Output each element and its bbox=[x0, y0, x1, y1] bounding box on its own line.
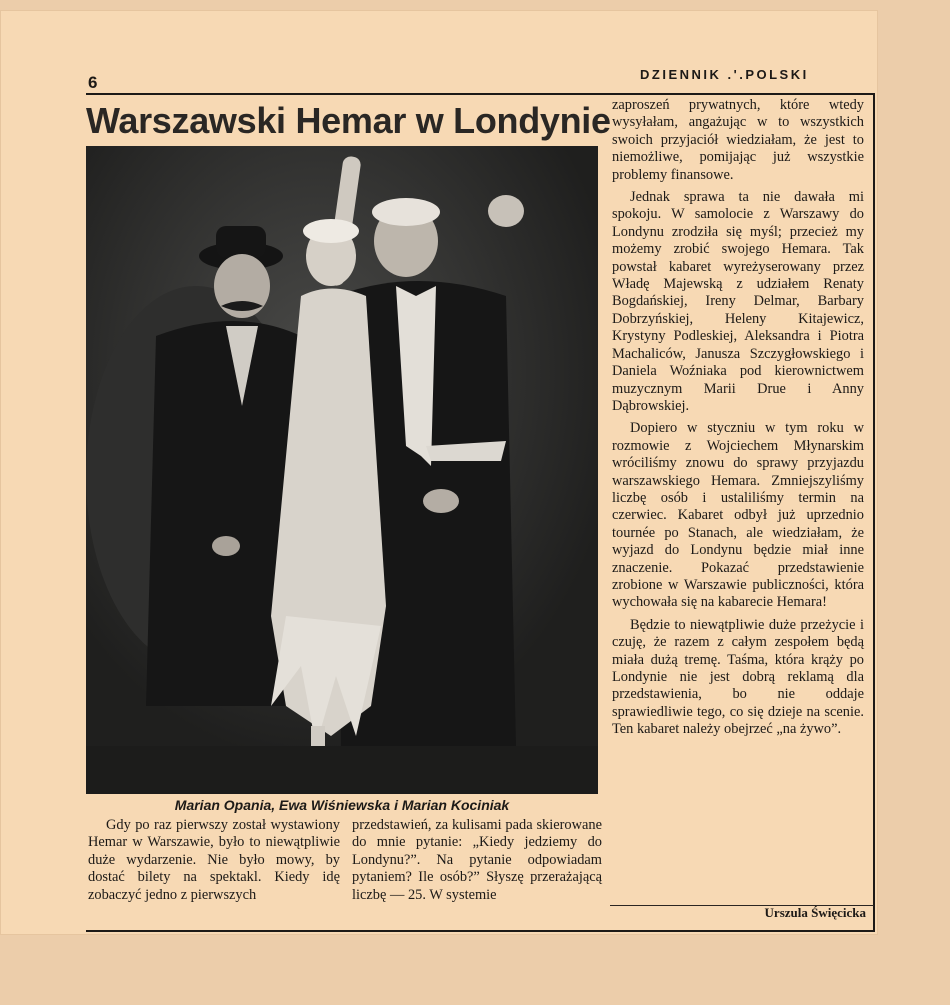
article-headline: Warszawski Hemar w Londynie bbox=[86, 100, 611, 141]
paragraph-continued: zaproszeń prywatnych, które wtedy wysyłałam, angażując w to wszystkich swoich przyjaciół wiedziałam, że jest to niemożliwe, pomijając już wszystkie problemy finansowe. bbox=[612, 97, 864, 183]
photo-illustration bbox=[86, 146, 598, 794]
column-right bbox=[612, 97, 864, 739]
bottom-rule bbox=[86, 930, 875, 932]
masthead: DZIENNIK .'.POLSKI bbox=[640, 67, 809, 82]
paragraph: przedstawień, za kulisami pada skierowane do mnie pytanie: „Kiedy jedziemy do Londynu?”. Na pytanie odpowiadam pytaniem? Ile osób?” Słyszę przerażającą liczbę — 25. W systemie bbox=[352, 817, 602, 903]
paragraph: Gdy po raz pierwszy został wystawiony Hemar w Warszawie, było to niewątpliwie duże wydarzenie. Nie było mowy, by dostać bilety na spektakl. Kiedy idę zobaczyć jedno z pierwszych bbox=[88, 817, 340, 903]
author-signature: Urszula Święcicka bbox=[764, 905, 866, 920]
right-rule bbox=[873, 93, 875, 931]
column-middle bbox=[352, 817, 602, 904]
photo-caption: Marian Opania, Ewa Wiśniewska i Marian Kociniak bbox=[174, 797, 510, 813]
paragraph: Jednak sprawa ta nie dawała mi spokoju. W samolocie z Warszawy do Londynu zrodziła się myśl; przecież my możemy zrobić swojego Hemara. Tak powstał kabaret wyreżyserowany przez Władę Majewską z udziałem Renaty Bogdańskiej, Ireny Delmar, Barbary Dobrzyńskiej, Heleny Kitajewicz, Krystyny Podleskiej, Aleksandra i Piotra Machaliców, Janusza Szczygłowskiego i Daniela Woźniaka pod kierownictwem muzycznym Marii Drue i Anny Dąbrowskiej. bbox=[612, 189, 864, 414]
top-rule bbox=[86, 93, 875, 95]
paragraph: Będzie to niewątpliwie duże przeżycie i czuję, że razem z całym zespołem będą miała dużą tremę. Taśma, która krąży po Londynie nie jest dobrą reklamą dla przedstawienia, bo nie oddaje sprawiedliwie tego, co się dzieje na scenie. Ten kabaret należy obejrzeć „na żywo”. bbox=[612, 616, 864, 738]
column-left bbox=[88, 817, 340, 904]
paragraph: Dopiero w styczniu w tym roku w rozmowie z Wojciechem Młynarskim wróciliśmy znowu do sprawy przyjazdu warszawskiego Hemara. Zmniejszyliśmy liczbę osób i ustaliliśmy termin na czerwiec. Kabaret odbył już uprzednio tournée po Stanach, ale wiedziałam, że wyjazd do Londynu będzie miał inne znaczenie. Pokazać przedstawienie zrobione w Warszawie publiczności, która wychowała się na kabarecie Hemara! bbox=[612, 420, 864, 611]
stage-photo bbox=[86, 146, 598, 794]
page-number: 6 bbox=[88, 73, 98, 92]
